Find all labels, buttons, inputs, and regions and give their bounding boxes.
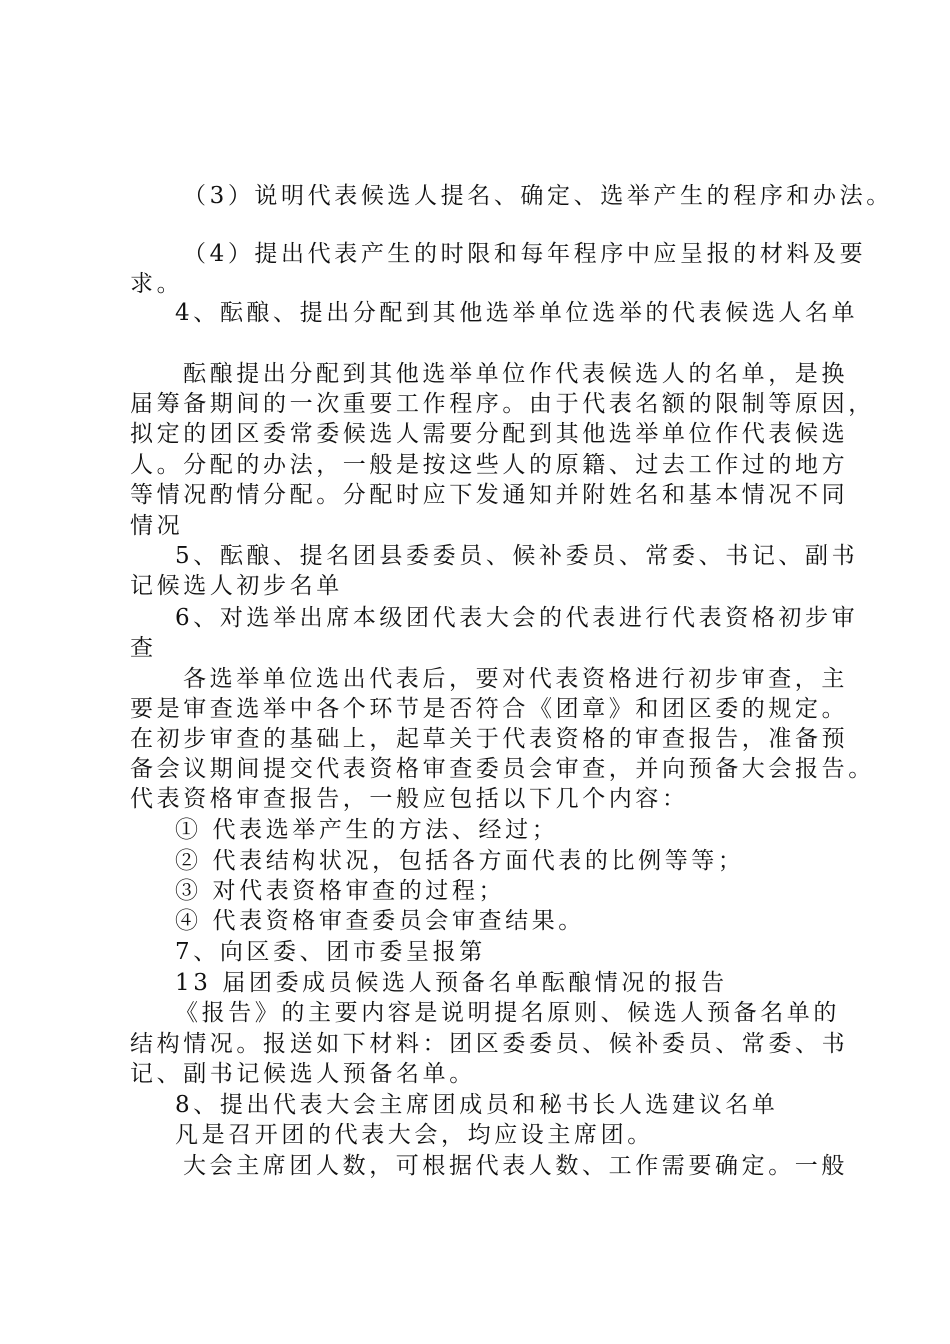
text-line: 备会议期间提交代表资格审查委员会审查，并向预备大会报告。	[130, 756, 875, 782]
text-line: 各选举单位选出代表后，要对代表资格进行初步审查，主	[183, 666, 848, 692]
text-line: （3）说明代表候选人提名、确定、选举产生的程序和办法。	[183, 183, 893, 209]
text-line: 大会主席团人数，可根据代表人数、工作需要确定。一般	[183, 1153, 848, 1179]
text-line: （4）提出代表产生的时限和每年程序中应呈报的材料及要	[183, 241, 867, 267]
section-heading: 8、提出代表大会主席团成员和秘书长人选建议名单	[175, 1092, 779, 1118]
text-line: 求。	[130, 271, 184, 297]
text-line: 酝酿提出分配到其他选举单位作代表候选人的名单，是换	[183, 361, 848, 387]
text-line: 结构情况。报送如下材料：团区委委员、候补委员、常委、书	[130, 1031, 849, 1057]
text-line: 查	[130, 635, 157, 661]
text-line: 记、副书记候选人预备名单。	[130, 1061, 476, 1087]
text-line: 拟定的团区委常委候选人需要分配到其他选举单位作代表候选	[130, 421, 849, 447]
text-line: 在初步审查的基础上，起草关于代表资格的审查报告，准备预	[130, 726, 849, 752]
text-line: 13 届团委成员候选人预备名单酝酿情况的报告	[175, 970, 728, 996]
text-line: 等情况酌情分配。分配时应下发通知并附姓名和基本情况不同	[130, 482, 849, 508]
text-line: 要是审查选举中各个环节是否符合《团章》和团区委的规定。	[130, 696, 849, 722]
text-line: 情况	[130, 513, 184, 539]
section-heading: 6、对选举出席本级团代表大会的代表进行代表资格初步审	[175, 605, 859, 631]
section-heading: 4、酝酿、提出分配到其他选举单位选举的代表候选人名单	[175, 300, 859, 326]
text-line: 凡是召开团的代表大会，均应设主席团。	[175, 1122, 654, 1148]
text-line: 记候选人初步名单	[130, 573, 343, 599]
text-line: 人。分配的办法，一般是按这些人的原籍、过去工作过的地方	[130, 452, 849, 478]
list-item: ① 代表选举产生的方法、经过；	[175, 817, 559, 843]
list-item: ④ 代表资格审查委员会审查结果。	[175, 908, 585, 934]
list-item: ③ 对代表资格审查的过程；	[175, 878, 506, 904]
list-item: ② 代表结构状况，包括各方面代表的比例等等；	[175, 848, 745, 874]
text-line: 代表资格审查报告，一般应包括以下几个内容：	[130, 786, 689, 812]
section-heading: 7、向区委、团市委呈报第	[175, 939, 486, 965]
text-line: 届筹备期间的一次重要工作程序。由于代表名额的限制等原因，	[130, 391, 875, 417]
section-heading: 5、酝酿、提名团县委委员、候补委员、常委、书记、副书	[175, 543, 859, 569]
text-line: 《报告》的主要内容是说明提名原则、候选人预备名单的	[175, 1000, 840, 1026]
